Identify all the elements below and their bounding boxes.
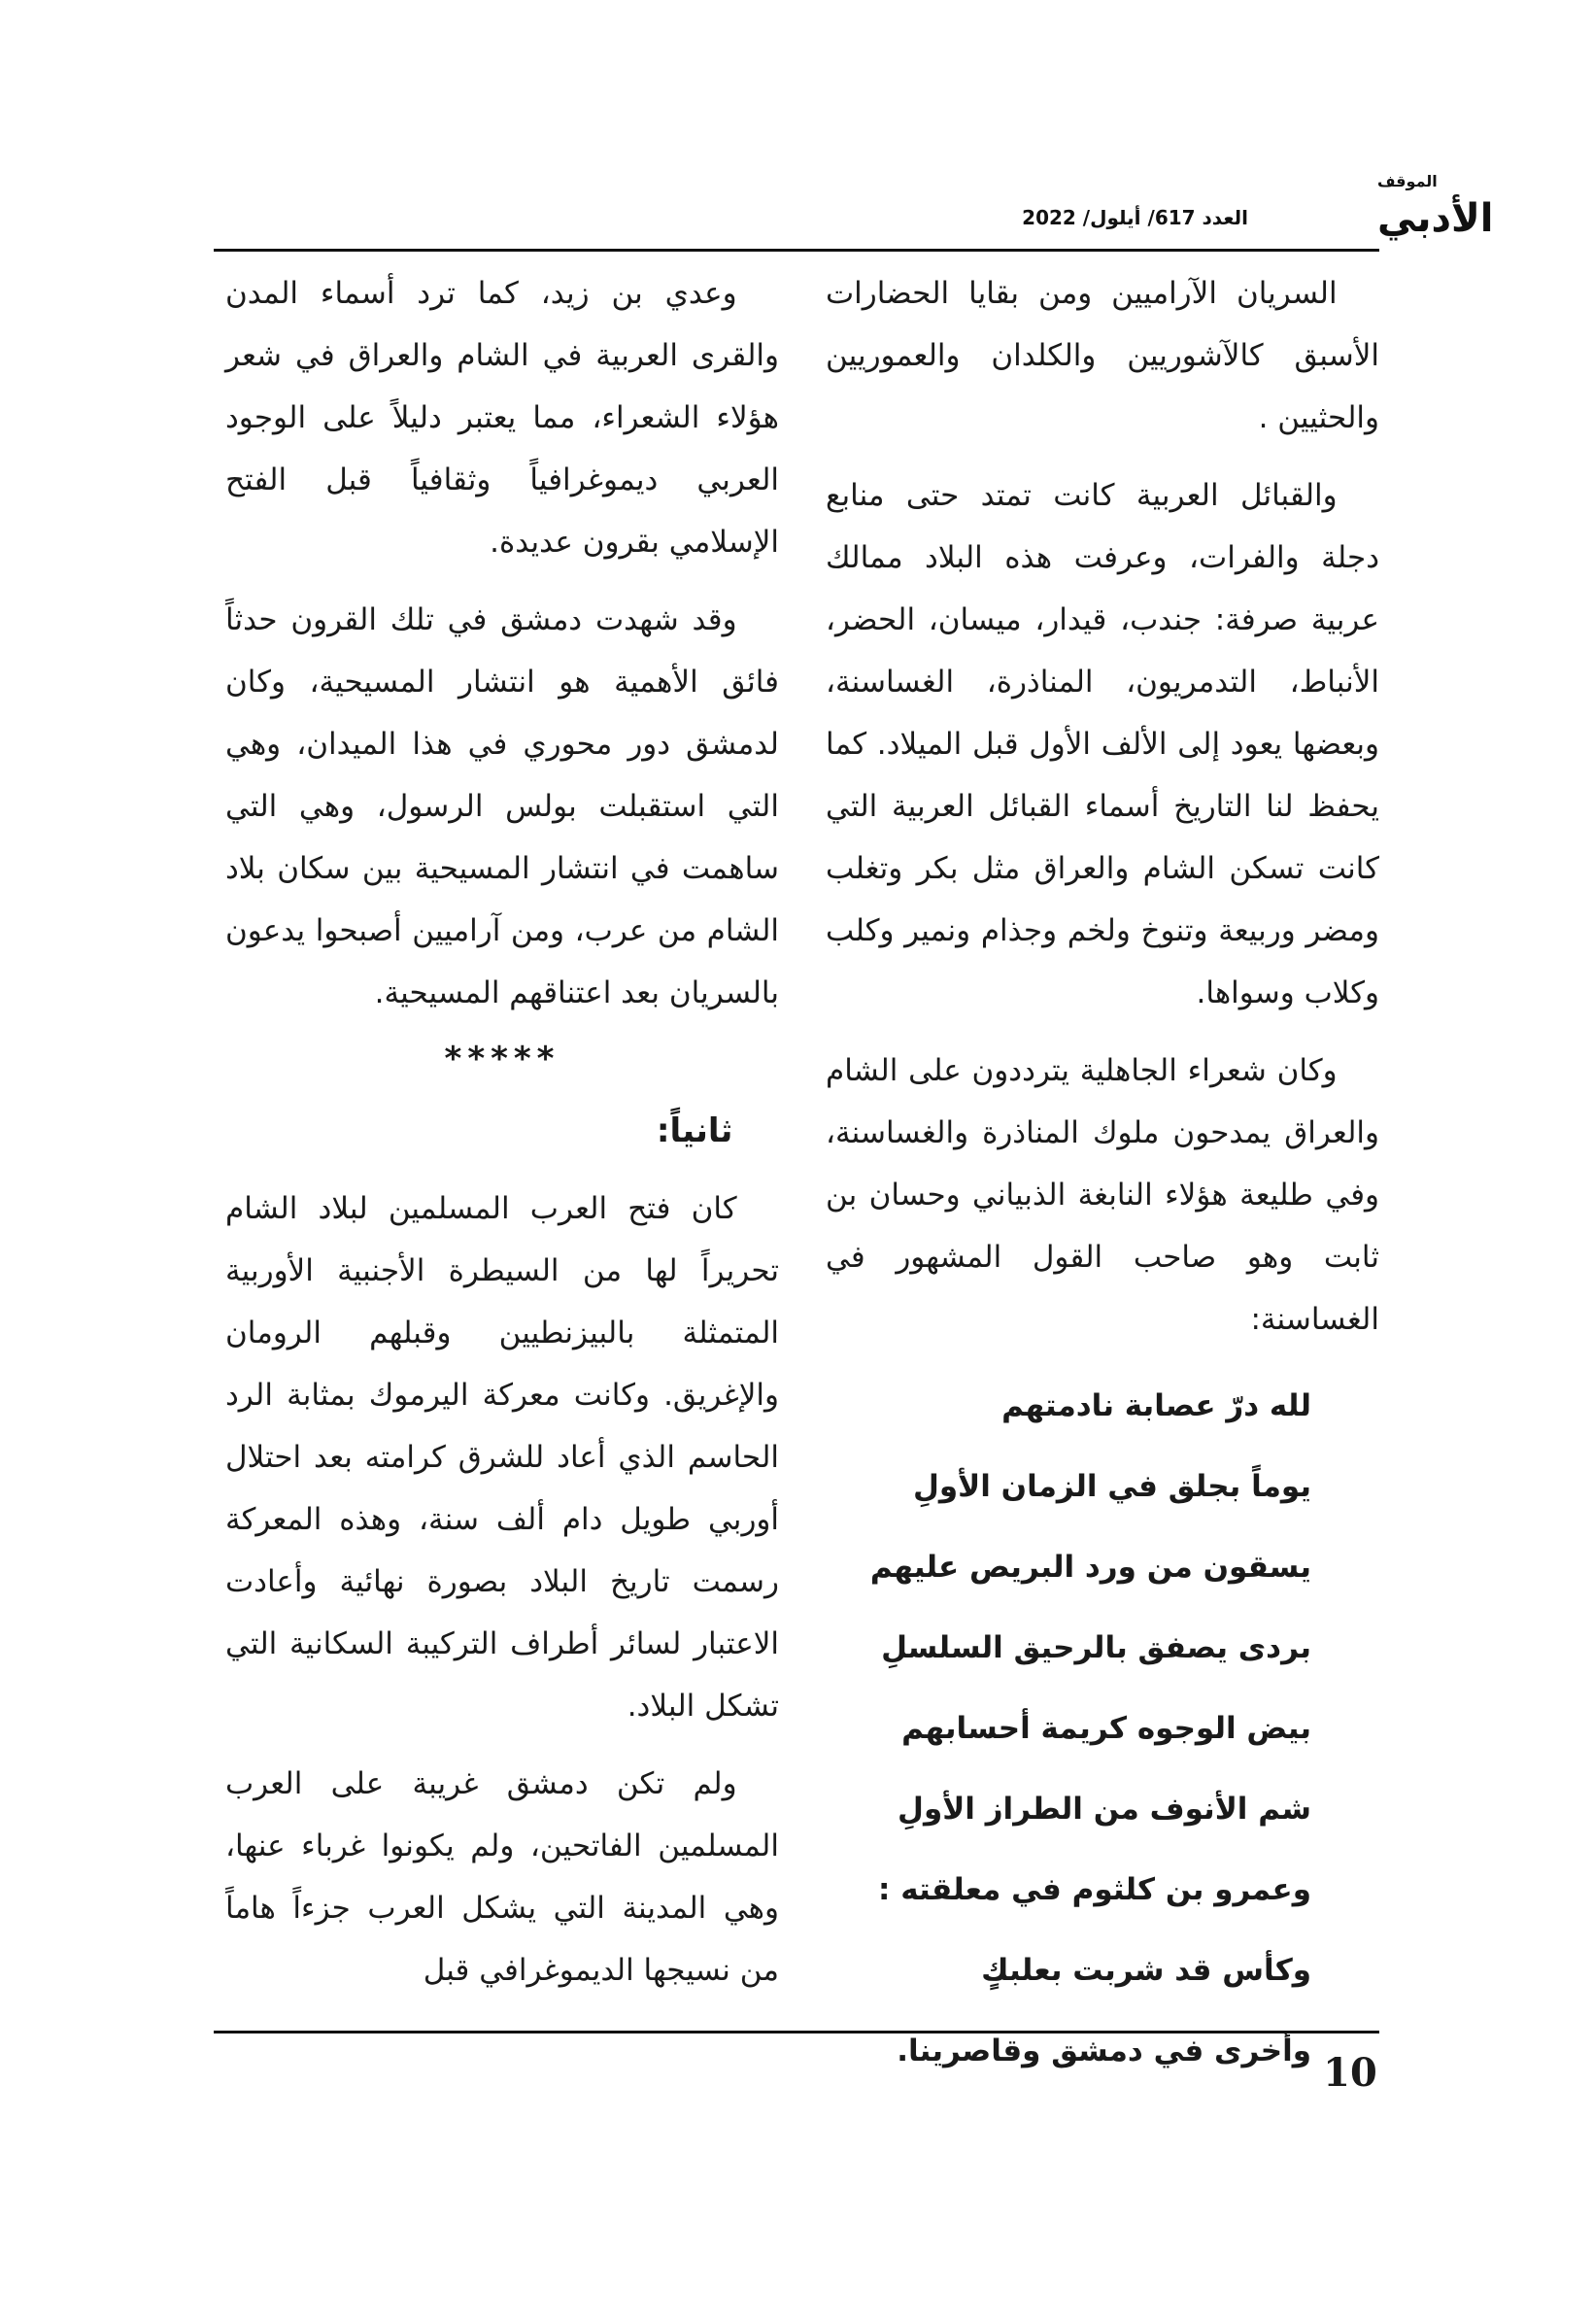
logo-top-text: الموقف [1377,172,1438,190]
logo-main-text: الأدبي [1377,196,1494,241]
paragraph: وقد شهدت دمشق في تلك القرون حدثاً فائق الأهمية هو انتشار المسيحية، وكان لدمشق دور محوري في هذا الميدان، وهي التي استقبلت بولس الرسول، وهي التي ساهمت في انتشار المسيحية بين سكان بلاد الشام من عرب، ومن آراميين أصبحوا يدعون بالسريان بعد اعتناقهم المسيحية. [225,602,779,1010]
footer-rule [214,2031,1379,2034]
paragraph: والقبائل العربية كانت تمتد حتى منابع دجلة والفرات، وعرفت هذه البلاد ممالك عربية صرفة: جندب، قيدار، ميسان، الحضر، الأنباط، التدمريون، المناذرة، الغساسنة، وبعضها يعود إلى الألف الأول قبل الميلاد. كما يحفظ لنا التاريخ أسماء القبائل العربية التي كانت تسكن الشام والعراق مثل بكر وتغلب ومضر وربيعة وتنوخ ولخم وجذام ونمير وكلب وكلاب وسواها. [826,478,1379,1010]
section-separator: ***** [444,1040,560,1078]
paragraph: كان فتح العرب المسلمين لبلاد الشام تحريراً لها من السيطرة الأجنبية الأوربية المتمثلة بالبيزنطيين وقبلهم الرومان والإغريق. وكانت معركة اليرموك بمثابة الرد الحاسم الذي أعاد للشرق كرامته بعد احتلال أوربي طويل دام ألف سنة، وهذه المعركة رسمت تاريخ البلاد بصورة نهائية وأعادت الاعتبار لسائر أطراف التركيبة السكانية التي تشكل البلاد. [225,1191,779,1724]
verse-line: بيض الوجوه كريمة أحسابهم [901,1711,1311,1746]
verse-line: يسقون من ورد البريص عليهم [869,1550,1311,1585]
paragraph: ولم تكن دمشق غريبة على العرب المسلمين الفاتحين، ولم يكونوا غرباء عنها، وهي المدينة التي يشكل العرب جزءاً هاماً من نسيجها الديموغرافي قبل [225,1766,779,1988]
issue-info: العدد 617/ أيلول/ 2022 [1022,206,1248,229]
verse-line: وعمرو بن كلثوم في معلقته : [878,1872,1311,1907]
verse-line: شم الأنوف من الطراز الأولِ [898,1792,1311,1827]
logo-mark [1263,165,1494,243]
page-header [214,165,1494,253]
verse-line: لله درّ عصابة نادمتهم [1001,1388,1311,1423]
magazine-logo [1263,165,1494,243]
section-heading: ثانياً: [656,1111,733,1150]
verse-line: بردى يصفق بالرحيق السلسلِ [881,1630,1311,1665]
right-column [826,262,1379,2068]
paragraph: وكان شعراء الجاهلية يترددون على الشام والعراق يمدحون ملوك المناذرة والغساسنة، وفي طليعة هؤلاء النابغة الذبياني وحسان بن ثابت وهو صاحب القول المشهور في الغساسنة: [826,1053,1379,1337]
header-rule [214,249,1379,252]
poem-block [826,1366,1379,2092]
verse-line: وأخرى في دمشق وقاصرينا. [897,2034,1311,2068]
page-number: 10 [1323,2050,1377,2096]
verse-line: يوماً بجلق في الزمان الأولِ [912,1469,1311,1504]
verse-line: وكأس قد شربت بعلبكٍ [981,1953,1311,1988]
paragraph: السريان الآراميين ومن بقايا الحضارات الأسبق كالآشوريين والكلدان والعموريين والحثيين . [826,276,1379,435]
paragraph: وعدي بن زيد، كما ترد أسماء المدن والقرى العربية في الشام والعراق في شعر هؤلاء الشعراء، مما يعتبر دليلاً على الوجود العربي ديموغرافياً وثقافياً قبل الفتح الإسلامي بقرون عديدة. [225,276,779,560]
left-column [225,262,779,2021]
